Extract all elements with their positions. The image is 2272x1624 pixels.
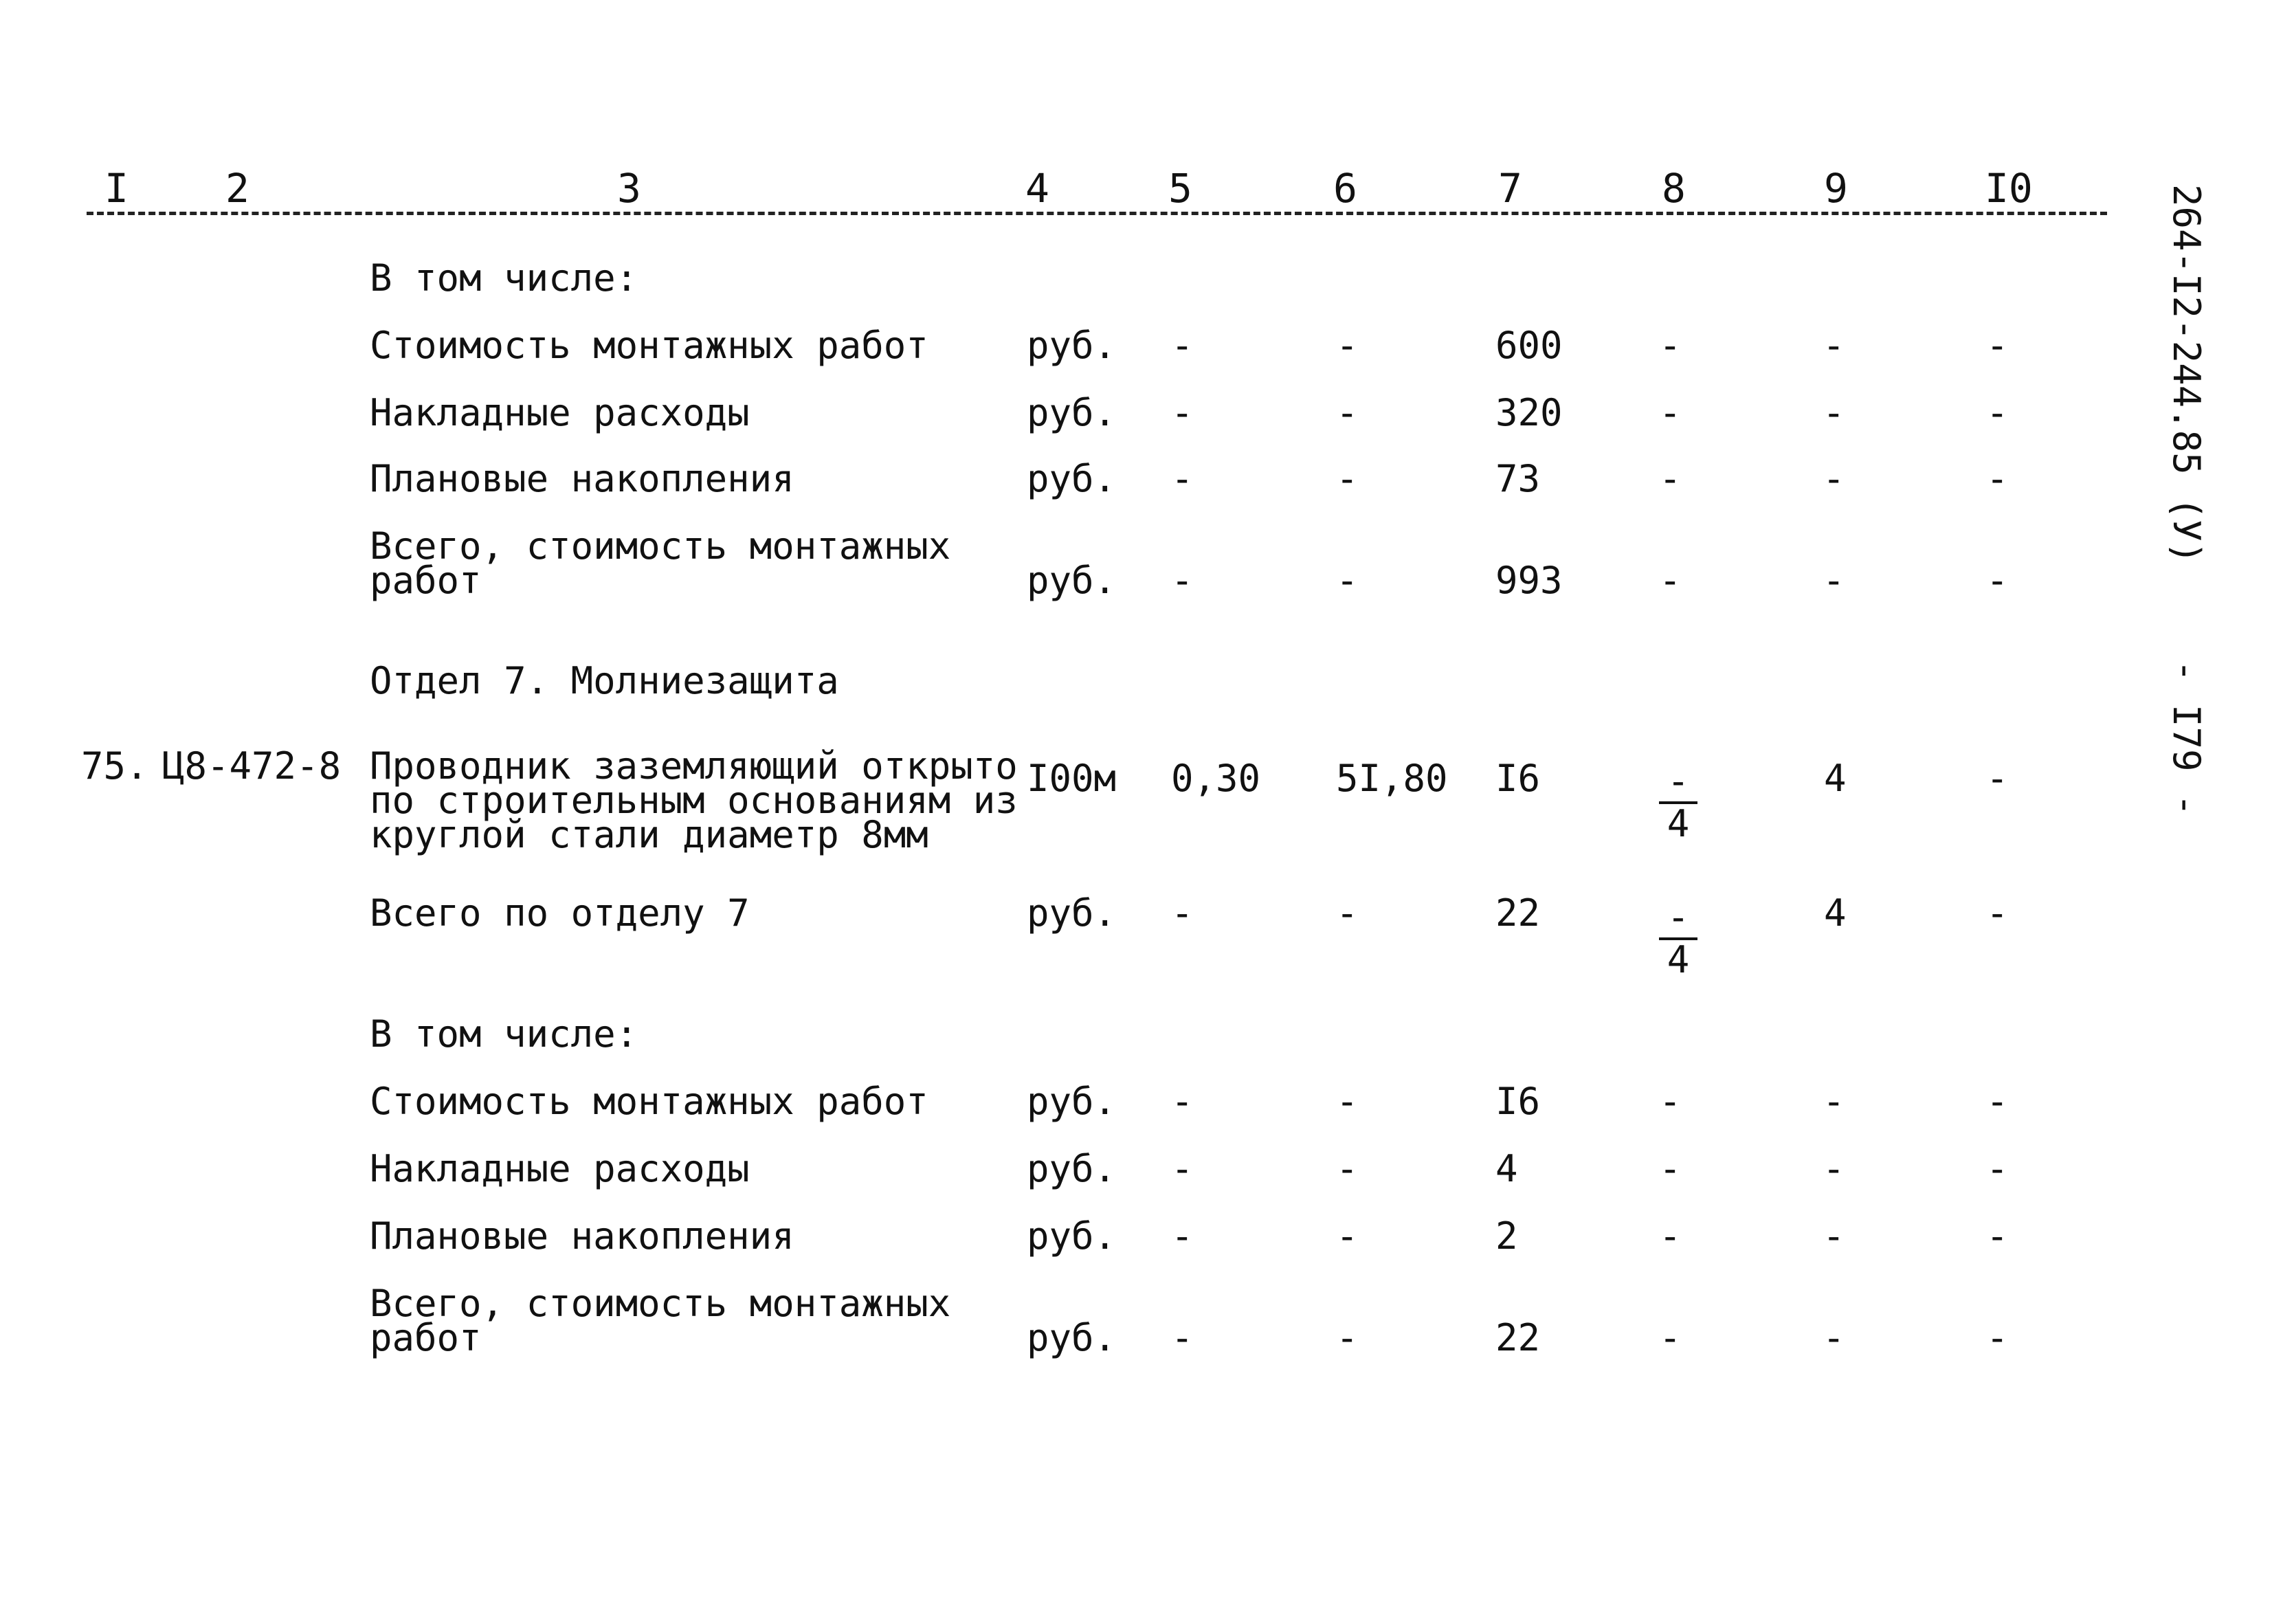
col8-cell: - (1659, 1080, 1682, 1123)
fraction-numerator: - (1667, 896, 1690, 939)
row-label: Накладные расходы (370, 391, 750, 434)
col8-cell: - (1659, 1214, 1682, 1258)
col9-cell: - (1823, 457, 1845, 500)
col9-cell: - (1823, 1147, 1845, 1190)
col8-cell: - (1659, 457, 1682, 500)
col-header-8: 8 (1662, 165, 1686, 212)
col6-cell: - (1336, 1080, 1359, 1123)
col7-cell: 600 (1495, 324, 1563, 367)
row-label: Стоимость монтажных работ (370, 1080, 928, 1123)
col8-cell: - (1659, 1147, 1682, 1190)
col10-cell: - (1986, 391, 2009, 434)
item-number: 75. (81, 744, 148, 788)
unit-cell: руб. (1027, 1316, 1117, 1359)
row-label-line2: работ (370, 559, 482, 602)
col5-cell: - (1171, 1147, 1194, 1190)
col8-fraction (1656, 898, 1700, 980)
col8-cell: - (1659, 324, 1682, 367)
row-label-line1: Всего, стоимость монтажных (370, 1282, 951, 1325)
fraction-numerator: - (1667, 759, 1690, 803)
unit-cell: руб. (1027, 457, 1117, 500)
col7-cell: I6 (1495, 1080, 1541, 1123)
col6-cell: - (1336, 1316, 1359, 1359)
row-label-line1: Всего, стоимость монтажных (370, 524, 951, 568)
col7-cell: 22 (1495, 891, 1541, 935)
col9-cell: 4 (1824, 757, 1847, 800)
col-header-6: 6 (1333, 165, 1357, 212)
col9-cell: - (1823, 391, 1845, 434)
unit-cell: руб. (1027, 1147, 1117, 1190)
col7-cell: 22 (1495, 1316, 1541, 1359)
col7-cell: 2 (1495, 1214, 1518, 1258)
row-label: В том числе: (370, 256, 638, 300)
col-header-5: 5 (1168, 165, 1192, 212)
col7-cell: 4 (1495, 1147, 1518, 1190)
col9-cell: - (1823, 324, 1845, 367)
col7-cell: I6 (1495, 757, 1541, 800)
col9-cell: 4 (1824, 891, 1847, 935)
row-label: В том числе: (370, 1012, 638, 1056)
col6-cell: - (1336, 1147, 1359, 1190)
item-code: Ц8-472-8 (162, 744, 342, 788)
page-number: - I79 - (2165, 660, 2208, 816)
row-label: Накладные расходы (370, 1147, 750, 1190)
col10-cell: - (1986, 1316, 2009, 1359)
col-header-9: 9 (1824, 165, 1848, 212)
row-label-line2: по строительным основаниям из (370, 779, 1018, 822)
col8-cell: - (1659, 559, 1682, 602)
col10-cell: - (1986, 559, 2009, 602)
row-label: Плановые накопления (370, 1214, 794, 1258)
col6-cell: - (1336, 391, 1359, 434)
col6-cell: - (1336, 324, 1359, 367)
col-header-2: 2 (225, 165, 249, 212)
row-label: Всего по отделу 7 (370, 891, 750, 935)
col10-cell: - (1986, 324, 2009, 367)
col7-cell: 73 (1495, 457, 1541, 500)
row-label-line3: круглой стали диаметр 8мм (370, 813, 928, 856)
document-code: 264-I2-244.85 (У) (2165, 184, 2208, 564)
unit-cell: руб. (1027, 1214, 1117, 1258)
col8-cell: - (1659, 391, 1682, 434)
col6-cell: - (1336, 891, 1359, 935)
unit-cell: руб. (1027, 559, 1117, 602)
col-header-10: I0 (1985, 165, 2033, 212)
col7-cell: 320 (1495, 391, 1563, 434)
row-label-line2: работ (370, 1316, 482, 1359)
col10-cell: - (1986, 1080, 2009, 1123)
unit-cell: руб. (1027, 391, 1117, 434)
col5-cell: - (1171, 1214, 1194, 1258)
col5-cell: - (1171, 457, 1194, 500)
col9-cell: - (1823, 1316, 1845, 1359)
col5-cell: - (1171, 1080, 1194, 1123)
fraction-denominator: 4 (1667, 938, 1690, 981)
col5-cell: - (1171, 391, 1194, 434)
col9-cell: - (1823, 559, 1845, 602)
header-rule (87, 212, 2107, 215)
col6-cell: - (1336, 559, 1359, 602)
col-header-7: 7 (1498, 165, 1522, 212)
fraction-denominator: 4 (1667, 802, 1690, 845)
row-label: Плановые накопления (370, 457, 794, 500)
col8-cell: - (1659, 1316, 1682, 1359)
col5-cell: - (1171, 324, 1194, 367)
col9-cell: - (1823, 1214, 1845, 1258)
col8-fraction (1656, 761, 1700, 844)
col9-cell: - (1823, 1080, 1845, 1123)
unit-cell: I00м (1027, 757, 1117, 800)
unit-cell: руб. (1027, 891, 1117, 935)
col6-cell: 5I,80 (1336, 757, 1448, 800)
unit-cell: руб. (1027, 324, 1117, 367)
col-header-4: 4 (1025, 165, 1049, 212)
col10-cell: - (1986, 891, 2009, 935)
col7-cell: 993 (1495, 559, 1563, 602)
col-header-3: 3 (617, 165, 641, 212)
section-heading: Отдел 7. Молниезащита (370, 659, 839, 702)
col5-cell: - (1171, 891, 1194, 935)
col5-cell: - (1171, 559, 1194, 602)
col10-cell: - (1986, 457, 2009, 500)
col6-cell: - (1336, 1214, 1359, 1258)
col-header-1: I (104, 165, 129, 212)
col10-cell: - (1986, 1214, 2009, 1258)
col5-cell: 0,30 (1171, 757, 1261, 800)
unit-cell: руб. (1027, 1080, 1117, 1123)
col10-cell: - (1986, 1147, 2009, 1190)
col6-cell: - (1336, 457, 1359, 500)
row-label: Стоимость монтажных работ (370, 324, 928, 367)
col5-cell: - (1171, 1316, 1194, 1359)
row-label-line1: Проводник заземляющий открыто (370, 744, 1018, 788)
col10-cell: - (1986, 757, 2009, 800)
